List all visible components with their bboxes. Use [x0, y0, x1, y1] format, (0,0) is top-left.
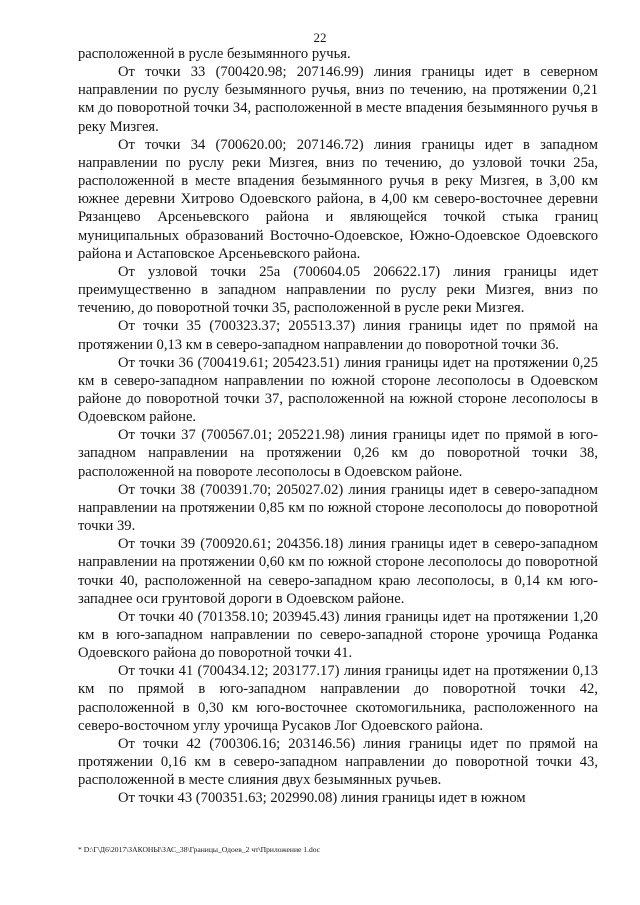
- paragraph-point-36: От точки 36 (700419.61; 205423.51) линия границы идет на протяжении 0,25 км в северо-западном направлении по южной стороне лесополосы в Одоевском районе до поворотной точки 37, расположенной на южной стороне лесополосы в Одоевском районе.: [78, 354, 598, 426]
- paragraph-continuation: расположенной в русле безымянного ручья.: [78, 46, 351, 62]
- paragraph-point-43: От точки 43 (700351.63; 202990.08) линия границы идет в южном: [118, 790, 526, 807]
- paragraph-point-39: От точки 39 (700920.61; 204356.18) линия границы идет в северо-западном направлении на протяжении 0,60 км по южной стороне лесополосы до поворотной точки 40, расположенной на северо-западном краю лесополосы, в 0,14 км юго-западнее оси грунтовой дороги в Одоевском районе.: [78, 536, 598, 607]
- paragraph-point-38: От точки 38 (700391.70; 205027.02) линия границы идет в северо-западном направлении на протяжении 0,85 км по южной стороне лесополосы до поворотной точки 39.: [78, 481, 598, 535]
- paragraph-point-40: От точки 40 (701358.10; 203945.43) линия границы идет на протяжении 1,20 км в юго-западном направлении по северо-западной стороне урочища Роданка Одоевского района до поворотной точки 41.: [78, 608, 598, 662]
- document-body: [78, 45, 598, 808]
- paragraph-point-25a: От узловой точки 25а (700604.05 206622.17) линия границы идет преимущественно в западном направлении по руслу реки Мизгея, вниз по течению, до поворотной точки 35, расположенной в русле реки Мизгея.: [78, 263, 598, 317]
- paragraph-point-34: От точки 34 (700620.00; 207146.72) линия границы идет в западном направлении по руслу реки Мизгея, вниз по течению, до узловой точки 25а, расположенной в месте впадения безымянного ручья в реку Мизгея, в 3,00 км южнее деревни Хитрово Одоевского района, в 4,00 км северо-восточнее деревни Рязанцево Арсеньевского района и являющейся точкой стыка границ муниципальных образований Восточно-Одоевское, Южно-Одоевское Одоевского района и Астаповское Арсеньевского района.: [78, 136, 598, 262]
- paragraph-point-41: От точки 41 (700434.12; 203177.17) линия границы идет на протяжении 0,13 км по прямой в юго-западном направлении до поворотной точки 42, расположенной в 0,30 км юго-восточнее скотомогильника, расположенного на северо-восточном углу урочища Русаков Лог Одоевского района.: [78, 663, 598, 734]
- page-number: 22: [313, 30, 327, 45]
- footer-file-path: * D:\Г\Д6\2017\ЗАКОНЫ\ЗАС_38\Границы_Одоев_2 чт\Приложение 1.doc: [78, 845, 320, 854]
- paragraph-point-35: От точки 35 (700323.37; 205513.37) линия границы идет по прямой на протяжении 0,13 км в северо-западном направлении до поворотной точки 36.: [78, 318, 598, 353]
- paragraph-point-42: От точки 42 (700306.16; 203146.56) линия границы идет по прямой на протяжении 0,16 км в северо-западном направлении до поворотной точки 43, расположенной в месте слияния двух безымянных ручьев.: [78, 735, 598, 789]
- paragraph-point-37: От точки 37 (700567.01; 205221.98) линия границы идет по прямой в юго-западном направлении на протяжении 0,26 км до поворотной точки 38, расположенной на повороте лесополосы в Одоевском районе.: [78, 427, 598, 480]
- paragraph-point-33: От точки 33 (700420.98; 207146.99) линия границы идет в северном направлении по руслу безымянного ручья, вниз по течению, на протяжении 0,21 км до поворотной точки 34, расположенной в месте впадения безымянного ручья в реку Мизгея.: [78, 64, 598, 135]
